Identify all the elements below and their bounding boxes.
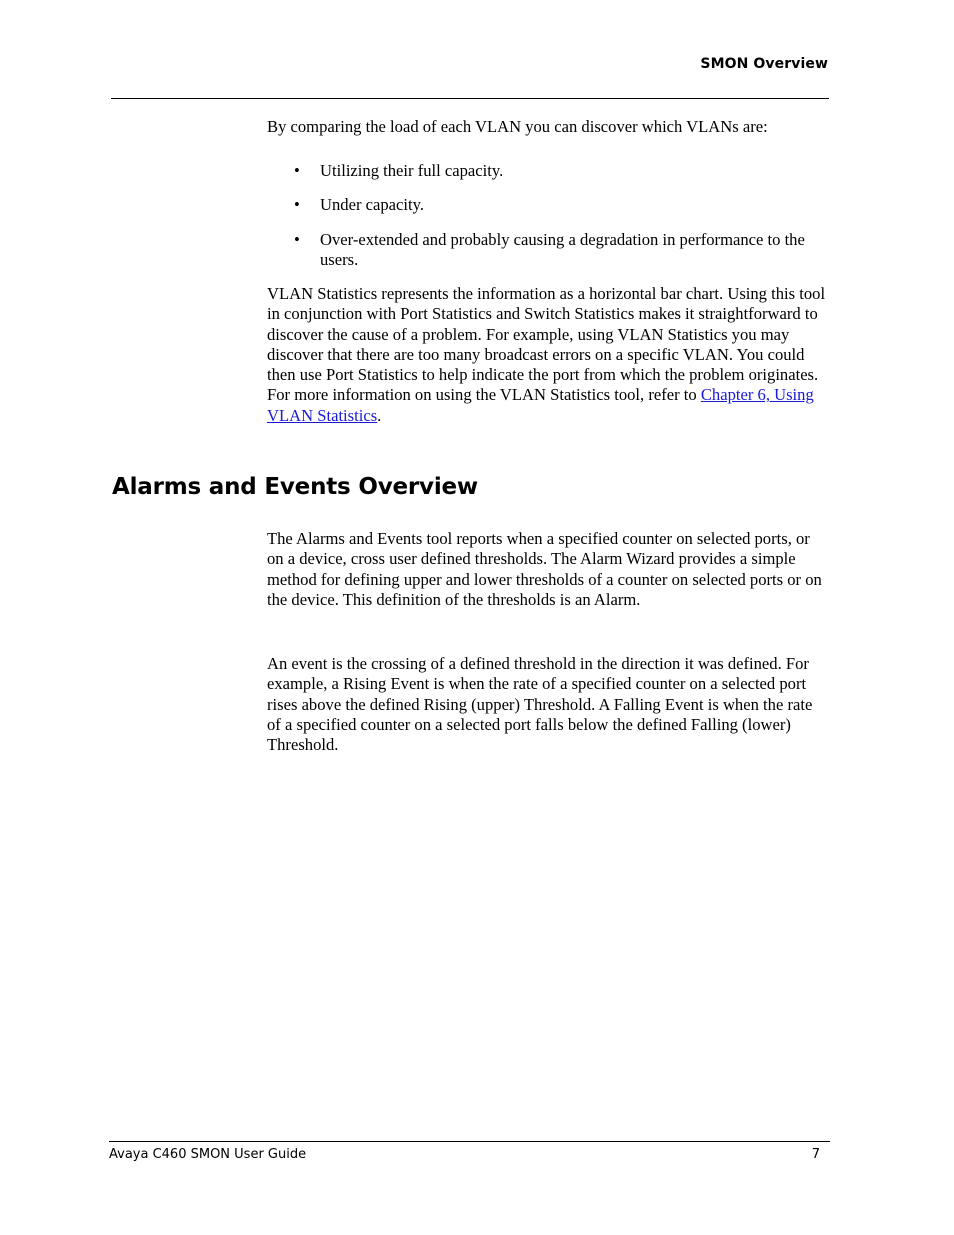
alarms-paragraph: The Alarms and Events tool reports when a specified counter on selected ports, or on a device, cross user defined thresholds. The Alarm Wizard provides a simple method for defining upper and lower thresholds of a counter on selected ports or on the device. This definition of the thresholds is an Alarm. [267,529,822,609]
bullet-icon: • [294,229,300,249]
bullet-icon: • [294,161,300,180]
vlan-paragraph-text: VLAN Statistics represents the information as a horizontal bar chart. Using this tool in conjunction with Port Statistics and Switch Statistics makes it straightforward to discover the cause of a problem. For example, using VLAN Statistics you may discover that there are too many broadcast errors on a specific VLAN. You could then use Port Statistics to help indicate the port from which the problem originates. For more information on using the VLAN Statistics tool, refer to [267,284,826,405]
footer-divider [109,1141,830,1142]
events-paragraph: An event is the crossing of a defined threshold in the direction it was defined. For example, a Rising Event is when the rate of a specified counter on a selected port rises above the defined Rising (upper) Threshold. A Falling Event is when the rate of a specified counter on a selected port falls below the defined Falling (lower) Threshold. [267,654,813,755]
vlan-statistics-paragraph [267,284,829,426]
list-item-text: Under capacity. [320,195,424,215]
chapter-6-link[interactable]: Chapter 6, Using VLAN Statistics [267,385,814,425]
list-item [267,161,837,181]
list-item-text: Utilizing their full capacity. [320,161,504,180]
list-item [267,230,837,271]
list-item [267,195,837,215]
header-divider [111,98,829,99]
running-header-title: SMON Overview [700,56,828,72]
bullet-icon: • [294,195,300,215]
vlan-paragraph-tail: . [377,405,382,425]
capacity-bullet-list [267,161,837,284]
intro-paragraph: By comparing the load of each VLAN you can discover which VLANs are: [267,117,768,136]
section-heading: Alarms and Events Overview [112,474,478,500]
list-item-text: Over-extended and probably causing a degradation in performance to the users. [320,229,805,269]
footer-page-number: 7 [811,1147,820,1162]
footer-document-title: Avaya C460 SMON User Guide [109,1147,307,1162]
